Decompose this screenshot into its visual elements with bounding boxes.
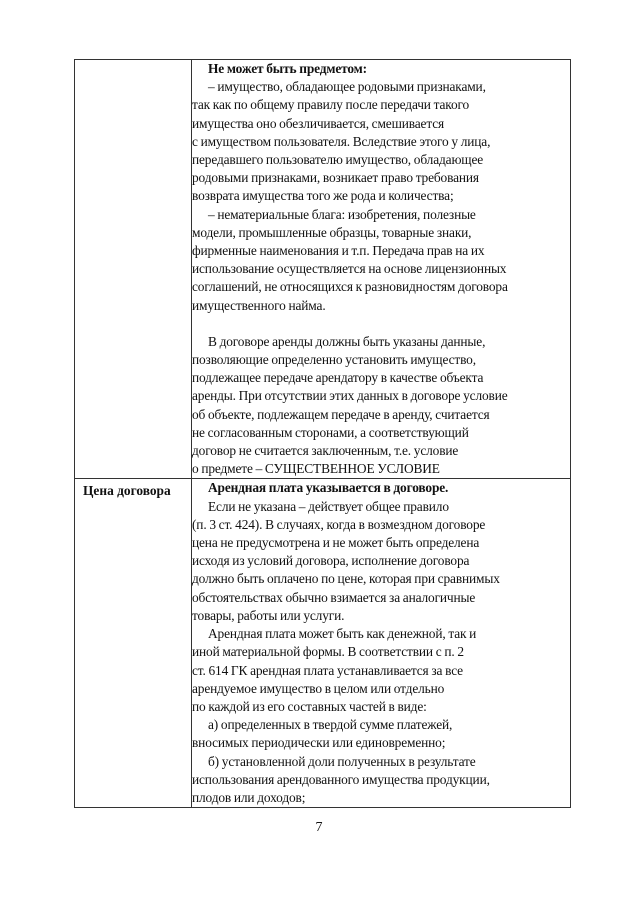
paragraph-gap bbox=[192, 315, 570, 333]
text-line: о предмете – СУЩЕСТВЕННОЕ УСЛОВИЕ bbox=[192, 461, 440, 477]
row-body-cell bbox=[192, 60, 571, 479]
row-label: Цена договора bbox=[83, 483, 171, 499]
paragraph bbox=[192, 753, 570, 808]
text-line: родовыми признаками, возникает право требования bbox=[192, 170, 479, 186]
paragraph bbox=[192, 625, 570, 716]
page-number: 7 bbox=[315, 820, 323, 835]
text-line: цена не предусмотрена и не может быть определена bbox=[192, 535, 480, 551]
table-row bbox=[75, 60, 571, 479]
text-line: соглашений, не относящихся к разновидностям договора bbox=[192, 279, 508, 295]
text-line: Если не указана – действует общее правило bbox=[208, 498, 449, 514]
text-line: имущества оно обезличивается, смешивается bbox=[192, 115, 445, 131]
text-line: – имущество, обладающее родовыми признаками, bbox=[208, 79, 486, 95]
text-line: передавшего пользователю имущество, обладающее bbox=[192, 152, 484, 168]
text-line: имущественного найма. bbox=[192, 297, 326, 313]
text-line: фирменные наименования и т.п. Передача прав на их bbox=[192, 243, 485, 259]
row-label-cell bbox=[75, 60, 192, 479]
text-line: В договоре аренды должны быть указаны данные, bbox=[208, 333, 486, 349]
text-line: б) установленной доли полученных в результате bbox=[208, 753, 476, 769]
text-line: с имуществом пользователя. Вследствие этого у лица, bbox=[192, 133, 491, 149]
text-line: не согласованным сторонами, а соответствующий bbox=[192, 424, 469, 440]
text-line: обстоятельствах обычно взимается за аналогичные bbox=[192, 589, 476, 605]
section-heading: Не может быть предметом: bbox=[208, 61, 367, 76]
text-line: по каждой из его составных частей в виде: bbox=[192, 698, 427, 714]
document-table bbox=[74, 59, 571, 808]
text-line: плодов или доходов; bbox=[192, 789, 306, 805]
paragraph bbox=[192, 498, 570, 625]
text-line: а) определенных в твердой сумме платежей, bbox=[208, 717, 453, 733]
section-heading: Арендная плата указывается в договоре. bbox=[208, 480, 449, 496]
paragraph bbox=[192, 206, 570, 315]
row-label bbox=[75, 60, 191, 63]
text-line: подлежащее передаче арендатору в качестве объекта bbox=[192, 370, 484, 386]
paragraph bbox=[192, 333, 570, 479]
text-line: товары, работы или услуги. bbox=[192, 607, 345, 623]
text-line: аренды. При отсутствии этих данных в договоре условие bbox=[192, 388, 508, 404]
row-body-cell bbox=[192, 479, 571, 808]
text-line: Арендная плата может быть как денежной, так и bbox=[208, 626, 477, 642]
text-line: иной материальной формы. В соответствии с п. 2 bbox=[192, 644, 464, 660]
row-label-cell bbox=[75, 479, 192, 808]
text-line: (п. 3 ст. 424). В случаях, когда в возмездном договоре bbox=[192, 516, 486, 532]
text-line: ст. 614 ГК арендная плата устанавливается за все bbox=[192, 662, 463, 678]
paragraph bbox=[192, 716, 570, 752]
text-line: возврата имущества того же рода и количества; bbox=[192, 188, 454, 204]
text-line: должно быть оплачено по цене, которая при сравнимых bbox=[192, 571, 500, 587]
text-line: модели, промышленные образцы, товарные знаки, bbox=[192, 224, 472, 240]
text-line: вносимых периодически или единовременно; bbox=[192, 735, 446, 751]
text-line: так как по общему правилу после передачи такого bbox=[192, 97, 470, 113]
text-line: использование осуществляется на основе лицензионных bbox=[192, 261, 507, 277]
text-line: исходя из условий договора, исполнение договора bbox=[192, 553, 470, 569]
table-row bbox=[75, 479, 571, 808]
text-line: позволяющие определенно установить имущество, bbox=[192, 352, 476, 368]
text-line: использования арендованного имущества продукции, bbox=[192, 771, 490, 787]
text-line: арендуемое имущество в целом или отдельно bbox=[192, 680, 445, 696]
paragraph bbox=[192, 78, 570, 205]
text-line: договор не считается заключенным, т.е. условие bbox=[192, 443, 459, 459]
text-line: об объекте, подлежащем передаче в аренду, считается bbox=[192, 406, 490, 422]
text-line: – нематериальные блага: изобретения, полезные bbox=[208, 206, 476, 222]
